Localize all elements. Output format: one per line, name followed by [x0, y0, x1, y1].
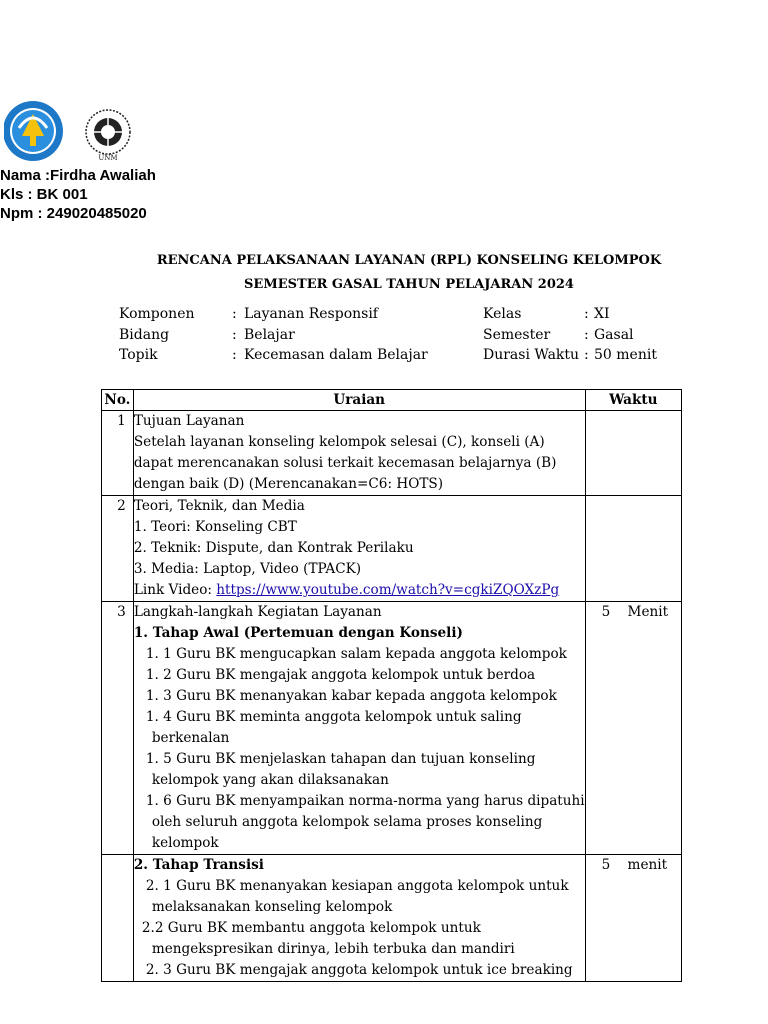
table-row: [102, 602, 682, 855]
row-number: 1: [117, 413, 126, 429]
time-value: 5 menit: [601, 857, 668, 873]
row-content: 2. Tahap Transisi 2. 1 Guru BK menanyakan kesiapan anggota kelompok untuk melaksanakan konseling kelompok 2.2 Guru BK membantu anggota kelompok untuk mengekspresikan dirinya, lebih terbuka dan mandiri 2. 3 Guru BK mengajak anggota kelompok untuk ice breaking: [133, 855, 585, 982]
rpl-table: [101, 389, 682, 982]
row-content: Langkah-langkah Kegiatan Layanan 1. Tahap Awal (Pertemuan dengan Konseli) 1. 1 Guru BK mengucapkan salam kepada anggota kelompok 1. 2 Guru BK mengajak anggota kelompok untuk berdoa 1. 3 Guru BK menanyakan kabar kepada anggota kelompok 1. 4 Guru BK meminta anggota kelompok untuk saling berkenalan 1. 5 Guru BK menjelaskan tahapan dan tujuan konseling kelompok yang akan dilaksanakan 1. 6 Guru BK menyampaikan norma-norma yang harus dipatuhi oleh seluruh anggota kelompok selama proses konseling kelompok: [133, 602, 585, 855]
time-value: 5 Menit: [601, 604, 669, 620]
header-waktu: Waktu: [585, 390, 681, 411]
svg-text:UNM: UNM: [98, 154, 118, 162]
video-link[interactable]: https://www.youtube.com/watch?v=cgkiZQOXzPg: [216, 582, 560, 598]
table-row: [102, 855, 682, 982]
meta-row: Kelas : XI: [483, 306, 610, 322]
student-info: [0, 166, 156, 223]
meta-row: Bidang : Belajar: [119, 326, 295, 343]
row-content: Tujuan Layanan Setelah layanan konseling kelompok selesai (C), konseli (A) dapat merencanakan solusi terkait kecemasan belajarnya (B) dengan baik (D) (Merencanakan=C6: HOTS): [133, 411, 585, 496]
table-row: [102, 411, 682, 496]
table-row: [102, 496, 682, 602]
row-number: 3: [117, 604, 126, 620]
table-header-row: [102, 390, 682, 411]
student-class: Kls : BK 001: [0, 186, 88, 203]
student-name: Nama :Firdha Awaliah: [0, 167, 156, 184]
student-npm: Npm : 249020485020: [0, 205, 147, 222]
row-content: Teori, Teknik, dan Media 1. Teori: Konseling CBT 2. Teknik: Dispute, dan Kontrak Perilaku 3. Media: Laptop, Video (TPACK) Link Video: https://www.youtube.com/watch?v=cgkiZQOXzPg: [133, 496, 585, 602]
meta-row: Komponen : Layanan Responsif: [119, 306, 378, 322]
logos: [4, 98, 144, 168]
stage-title: 2. Tahap Transisi: [133, 857, 264, 873]
meta-row: Topik : Kecemasan dalam Belajar: [119, 347, 428, 363]
document-title: RENCANA PELAKSANAAN LAYANAN (RPL) KONSELING KELOMPOK: [156, 253, 662, 268]
meta-right: [483, 304, 657, 366]
header-no: No.: [102, 390, 134, 411]
meta-row: Durasi Waktu : 50 menit: [483, 347, 657, 363]
meta-row: Semester : Gasal: [483, 326, 634, 343]
document-subtitle: SEMESTER GASAL TAHUN PELAJARAN 2024: [244, 277, 574, 292]
meta-left: [119, 304, 428, 366]
header-uraian: Uraian: [133, 390, 585, 411]
unm-logo: [86, 110, 130, 162]
row-number: 2: [117, 498, 126, 514]
tut-wuri-handayani-logo: [4, 101, 63, 161]
stage-title: 1. Tahap Awal (Pertemuan dengan Konseli): [133, 625, 463, 641]
